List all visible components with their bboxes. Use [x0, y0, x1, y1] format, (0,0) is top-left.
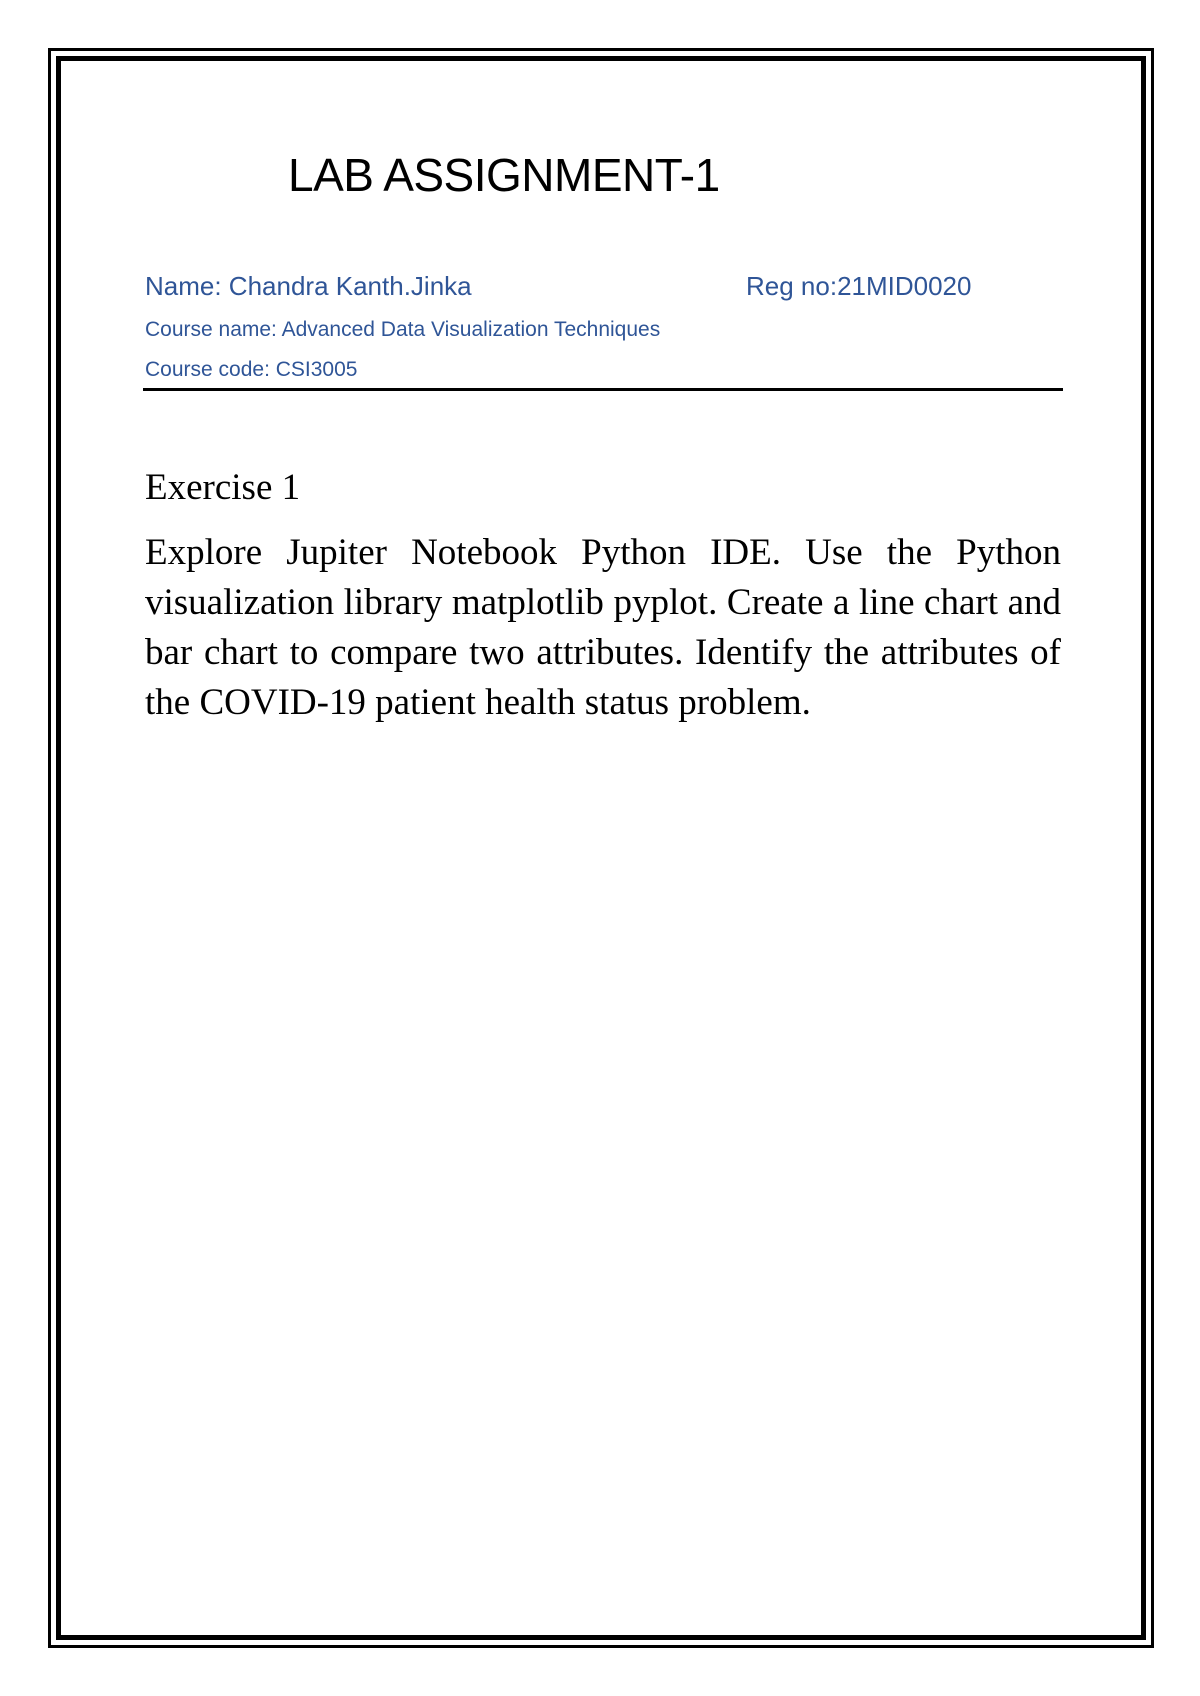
course-name: Course name: Advanced Data Visualization Techniques [145, 318, 661, 341]
course-code: Course code: CSI3005 [145, 358, 358, 381]
exercise-description: Explore Jupiter Notebook Python IDE. Use the Python visualization library matplotlib pyplot. Create a line chart and bar chart to compare two attributes. Identify the attributes of the COVID-19 patient health status problem. [145, 532, 1061, 723]
header-divider [143, 388, 1063, 391]
registration-number: Reg no:21MID0020 [746, 271, 972, 301]
exercise-heading: Exercise 1 [145, 467, 301, 508]
document-title: LAB ASSIGNMENT-1 [288, 149, 720, 201]
student-name: Name: Chandra Kanth.Jinka [145, 271, 472, 301]
